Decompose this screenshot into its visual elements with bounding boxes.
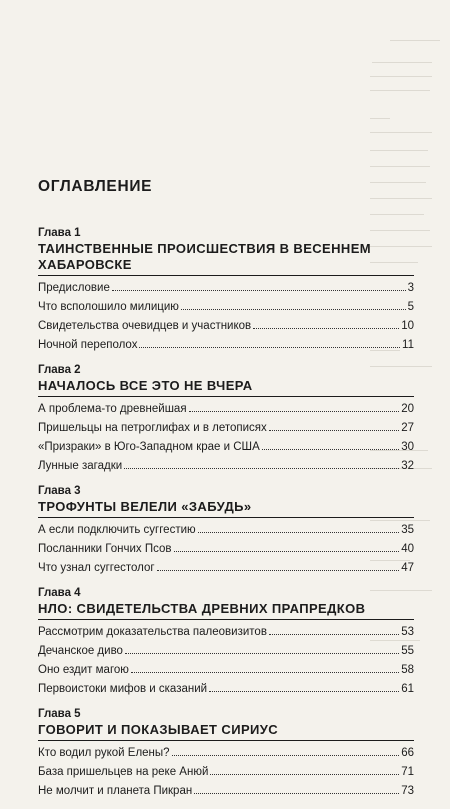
toc-entry[interactable] <box>38 660 414 679</box>
toc-entry[interactable] <box>38 456 414 475</box>
toc-entry[interactable] <box>38 418 414 437</box>
chapter-label: Глава 3 <box>38 485 81 497</box>
page-number: 61 <box>401 683 414 695</box>
entry-title: Ночной переполох <box>38 339 138 351</box>
leader-dots <box>172 743 400 756</box>
chapter-label: Глава 4 <box>38 587 81 599</box>
toc-entry[interactable] <box>38 520 414 539</box>
leader-dots <box>189 399 400 412</box>
entry-title: Не молчит и планета Пикран <box>38 785 193 797</box>
page-number: 47 <box>401 562 414 574</box>
leader-dots <box>198 520 400 533</box>
chapter-label: Глава 5 <box>38 708 81 720</box>
entry-title: Первоистоки мифов и сказаний <box>38 683 208 695</box>
chapter-title: НАЧАЛОСЬ ВСЕ ЭТО НЕ ВЧЕРА <box>38 378 414 397</box>
entry-title: Лунные загадки <box>38 460 123 472</box>
page-number: 32 <box>401 460 414 472</box>
page-number: 11 <box>402 339 414 351</box>
leader-dots <box>112 278 406 291</box>
leader-dots <box>174 539 400 552</box>
page-number: 71 <box>401 766 414 778</box>
leader-dots <box>194 781 399 794</box>
page-number: 53 <box>401 626 414 638</box>
chapter-title: ТАИНСТВЕННЫЕ ПРОИСШЕСТВИЯ В ВЕСЕННЕМ ХАБАРОВСКЕ <box>38 241 414 276</box>
page-number: 27 <box>401 422 414 434</box>
toc-entry[interactable] <box>38 316 414 335</box>
toc-entry[interactable] <box>38 558 414 577</box>
page-number: 3 <box>407 282 414 294</box>
toc-entry[interactable] <box>38 622 414 641</box>
leader-dots <box>209 679 399 692</box>
page-number: 73 <box>401 785 414 797</box>
chapter-title: НЛО: СВИДЕТЕЛЬСТВА ДРЕВНИХ ПРАПРЕДКОВ <box>38 601 414 620</box>
page-number: 30 <box>401 441 414 453</box>
page-number: 20 <box>401 403 414 415</box>
entry-title: А проблема-то древнейшая <box>38 403 187 415</box>
page-number: 66 <box>401 747 414 759</box>
chapter-title: ТРОФУНТЫ ВЕЛЕЛИ «ЗАБУДЬ» <box>38 499 414 518</box>
entry-title: База пришельцев на реке Анюй <box>38 766 209 778</box>
page-title: ОГЛАВЛЕНИЕ <box>38 178 153 195</box>
toc-entry[interactable] <box>38 781 414 800</box>
chapter-label: Глава 1 <box>38 227 81 239</box>
page-number: 5 <box>407 301 414 313</box>
leader-dots <box>210 762 399 775</box>
toc-entry[interactable] <box>38 641 414 660</box>
entry-title: Что всполошило милицию <box>38 301 179 313</box>
entry-title: Пришельцы на петроглифах и в летописях <box>38 422 267 434</box>
toc-entry[interactable] <box>38 679 414 698</box>
entry-title: Предисловие <box>38 282 110 294</box>
toc-entry[interactable] <box>38 539 414 558</box>
toc-entry[interactable] <box>38 399 414 418</box>
page-number: 10 <box>401 320 414 332</box>
chapter-title: ГОВОРИТ И ПОКАЗЫВАЕТ СИРИУС <box>38 722 414 741</box>
leader-dots <box>124 456 399 469</box>
chapter-5 <box>38 707 414 800</box>
chapter-label: Глава 2 <box>38 364 81 376</box>
toc-entry[interactable] <box>38 297 414 316</box>
entry-title: Что узнал суггестолог <box>38 562 155 574</box>
toc-entry[interactable] <box>38 437 414 456</box>
leader-dots <box>262 437 399 450</box>
leader-dots <box>157 558 400 571</box>
chapter-2 <box>38 363 414 475</box>
entry-title: Оно ездит магою <box>38 664 129 676</box>
page-number: 35 <box>401 524 414 536</box>
entry-title: Посланники Гончих Псов <box>38 543 172 555</box>
toc-entry[interactable] <box>38 278 414 297</box>
leader-dots <box>131 660 399 673</box>
page-number: 58 <box>401 664 414 676</box>
entry-title: Рассмотрим доказательства палеовизитов <box>38 626 267 638</box>
leader-dots <box>139 335 400 348</box>
entry-title: Свидетельства очевидцев и участников <box>38 320 252 332</box>
leader-dots <box>269 622 399 635</box>
leader-dots <box>253 316 399 329</box>
leader-dots <box>269 418 399 431</box>
toc-entry[interactable] <box>38 762 414 781</box>
entry-title: Кто водил рукой Елены? <box>38 747 170 759</box>
page-number: 55 <box>401 645 414 657</box>
toc-entry[interactable] <box>38 743 414 762</box>
entry-title: А если подключить суггестию <box>38 524 196 536</box>
page-number: 40 <box>401 543 414 555</box>
chapter-1 <box>38 226 414 354</box>
leader-dots <box>181 297 406 310</box>
chapter-3 <box>38 484 414 577</box>
leader-dots <box>125 641 399 654</box>
table-of-contents <box>38 178 414 809</box>
entry-title: «Призраки» в Юго-Западном крае и США <box>38 441 260 453</box>
chapter-4 <box>38 586 414 698</box>
toc-entry[interactable] <box>38 335 414 354</box>
entry-title: Дечанское диво <box>38 645 123 657</box>
